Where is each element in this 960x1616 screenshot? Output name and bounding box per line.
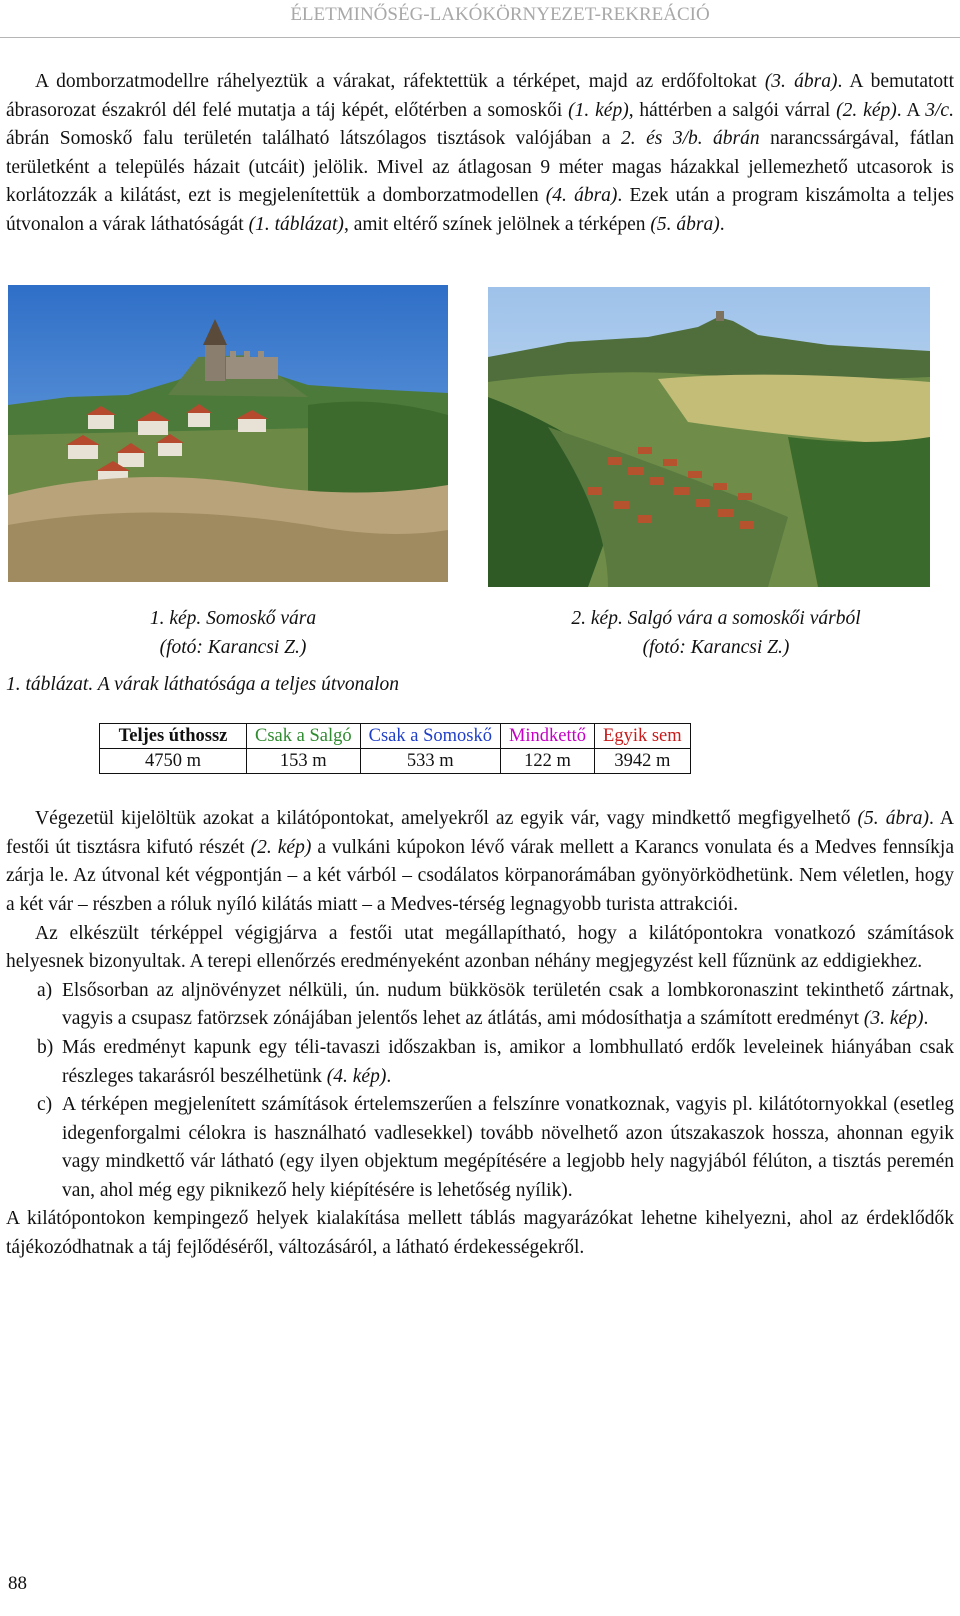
- value-both: 122 m: [500, 749, 594, 774]
- table-caption: 1. táblázat. A várak láthatósága a teljes útvonalon: [6, 673, 400, 695]
- table-row: [100, 749, 691, 774]
- text-run: .: [719, 213, 725, 235]
- figure-ref: 3/c.: [925, 99, 954, 121]
- header-only-somosko: Csak a Somoskő: [360, 724, 500, 749]
- text-run: . A bemutatott ábrasorozat északról dél felé mutatja a táj képét, előtérben a somoskői: [6, 71, 954, 121]
- list-marker: b): [37, 1036, 54, 1058]
- text-run: . A: [896, 99, 926, 121]
- table-header-row: [100, 724, 691, 749]
- visibility-table: [99, 723, 691, 774]
- header-only-salgo: Csak a Salgó: [247, 724, 361, 749]
- text-run: Más eredményt kapunk egy téli-tavaszi időszakban is, amikor a lombhullató erdők leveleinek hiányában csak részleges takarásról beszélhetünk: [62, 1036, 954, 1087]
- field-check-paragraph: Az elkészült térképpel végigjárva a festői utat megállapítható, hogy a kilátópontokra vonatkozó számítások helyesnek bizonyultak. A terepi ellenőrzés eredményeként azonban néhány megjegyzést kell fűznünk az eddigiekhez.: [6, 922, 954, 973]
- photo-salgo-castle: [488, 287, 930, 587]
- figure-ref: (3. ábra): [764, 71, 838, 92]
- closing-paragraph: A kilátópontokon kempingező helyek kialakítása mellett táblás magyarázókat lehetne kihelyezni, ahol az érdeklődők tájékozódhatnak a táj fejlődéséről, változásáról, a látható érdekességekről.: [6, 1208, 954, 1259]
- list-marker: a): [37, 979, 53, 1001]
- salgo-castle-illustration: [488, 287, 930, 587]
- text-run: . A festői út tisztásra kifutó részét: [6, 808, 954, 858]
- caption-credit: (fotó: Karancsi Z.): [159, 636, 307, 658]
- list-item: [6, 1034, 954, 1091]
- photo-caption-2: [526, 604, 906, 662]
- list-marker: c): [37, 1094, 53, 1116]
- remarks-list: [6, 977, 954, 1206]
- page-number: 88: [8, 1573, 27, 1594]
- figure-ref: (2. kép): [250, 836, 312, 858]
- photo-caption-1: [43, 604, 423, 662]
- somosko-castle-illustration: [8, 285, 448, 582]
- header-total-length: Teljes úthossz: [100, 724, 247, 749]
- text-run: Végezetül kijelöltük azokat a kilátópontokat, amelyekről az egyik vár, vagy mindkettő megfigyelhető: [35, 808, 858, 830]
- value-only-somosko: 533 m: [360, 749, 500, 774]
- text-run: .: [923, 1008, 929, 1030]
- figure-ref: (1. kép): [568, 99, 629, 121]
- caption-credit: (fotó: Karancsi Z.): [642, 636, 790, 658]
- photo-row: [6, 285, 954, 669]
- text-run: A térképen megjelenített számítások értelemszerűen a felszínre vonatkoznak, vagyis pl. kilátótornyokkal (esetleg idegenforgalmi célokra is használható vadlesekkel) tovább növelhető azon útszakaszok hossza, ahonnan egyik vagy mindkettő vár látható (egy ilyen objektum megépítésére a legjobb hely nagyjából félúton, a tisztás peremén van, ahol még egy piknikező hely kiépítésére is lehetőség nyílik).: [62, 1094, 954, 1201]
- conclusion-paragraph: [6, 805, 954, 919]
- text-run: . Ezek után a program kiszámolta a teljes útvonalon a várak láthatóságát: [6, 185, 954, 235]
- text-run: .: [386, 1065, 392, 1087]
- page-content: [6, 68, 954, 1263]
- figure-ref: (3. kép): [863, 1008, 924, 1030]
- table-ref: (1. táblázat): [248, 213, 344, 235]
- figure-ref: (5. ábra): [650, 213, 720, 235]
- list-item: [6, 977, 954, 1034]
- figure-ref: (4. kép): [326, 1065, 387, 1087]
- intro-paragraph: [6, 68, 954, 240]
- list-item: [6, 1091, 954, 1205]
- photo-somosko-castle: [8, 285, 448, 582]
- figure-ref: (4. ábra): [545, 185, 618, 207]
- value-neither: 3942 m: [595, 749, 691, 774]
- caption-title: 2. kép. Salgó vára a somoskői várból: [571, 607, 861, 629]
- caption-title: 1. kép. Somoskő vára: [149, 607, 317, 629]
- running-title: ÉLETMINŐSÉG-LAKÓKÖRNYEZET-REKREÁCIÓ: [290, 4, 710, 25]
- text-run: ábrán Somoskő falu területén található látszólagos tisztások valójában a: [6, 128, 622, 150]
- text-run: narancssárgával, fátlan területként a település házait (utcáit) jelölik. Mivel az átlagosan 9 méter magas házakkal jellemezhető utcasorok is korlátozzák a kilátást, ezt is megjelenítettük a domborzatmodellen: [6, 128, 954, 207]
- running-header: [0, 0, 960, 38]
- header-both: Mindkettő: [500, 724, 594, 749]
- text-run: A domborzatmodellre ráhelyeztük a várakat, ráfektettük a térképet, majd az erdőfoltokat: [35, 71, 765, 92]
- figure-ref: 2. és 3/b. ábrán: [621, 128, 760, 150]
- value-total-length: 4750 m: [100, 749, 247, 774]
- text-run: Elsősorban az aljnövényzet nélküli, ún. nudum bükkösök területén csak a lombkoronaszint tekinthető zártnak, vagyis a csupasz fatörzsek zónájában jelentős lehet az átlátás, ami módosíthatja a számított eredményt: [62, 979, 954, 1030]
- value-only-salgo: 153 m: [247, 749, 361, 774]
- text-run: , háttérben a salgói várral: [628, 99, 837, 121]
- text-run: , amit eltérő színek jelölnek a térképen: [343, 213, 651, 235]
- text-run: a vulkáni kúpokon lévő várak mellett a Karancs vonulata és a Medves fennsíkja zárja le. Az útvonal két végpontján – a két várból – csodálatos körpanorámában gyönyörködhetünk. Nem véletlen, hogy a két vár – részben a róluk nyíló kilátás miatt – a Medves-térség legnagyobb turista attrakciói.: [6, 836, 954, 915]
- header-neither: Egyik sem: [595, 724, 691, 749]
- figure-ref: (5. ábra): [857, 808, 930, 830]
- figure-ref: (2. kép): [836, 99, 897, 121]
